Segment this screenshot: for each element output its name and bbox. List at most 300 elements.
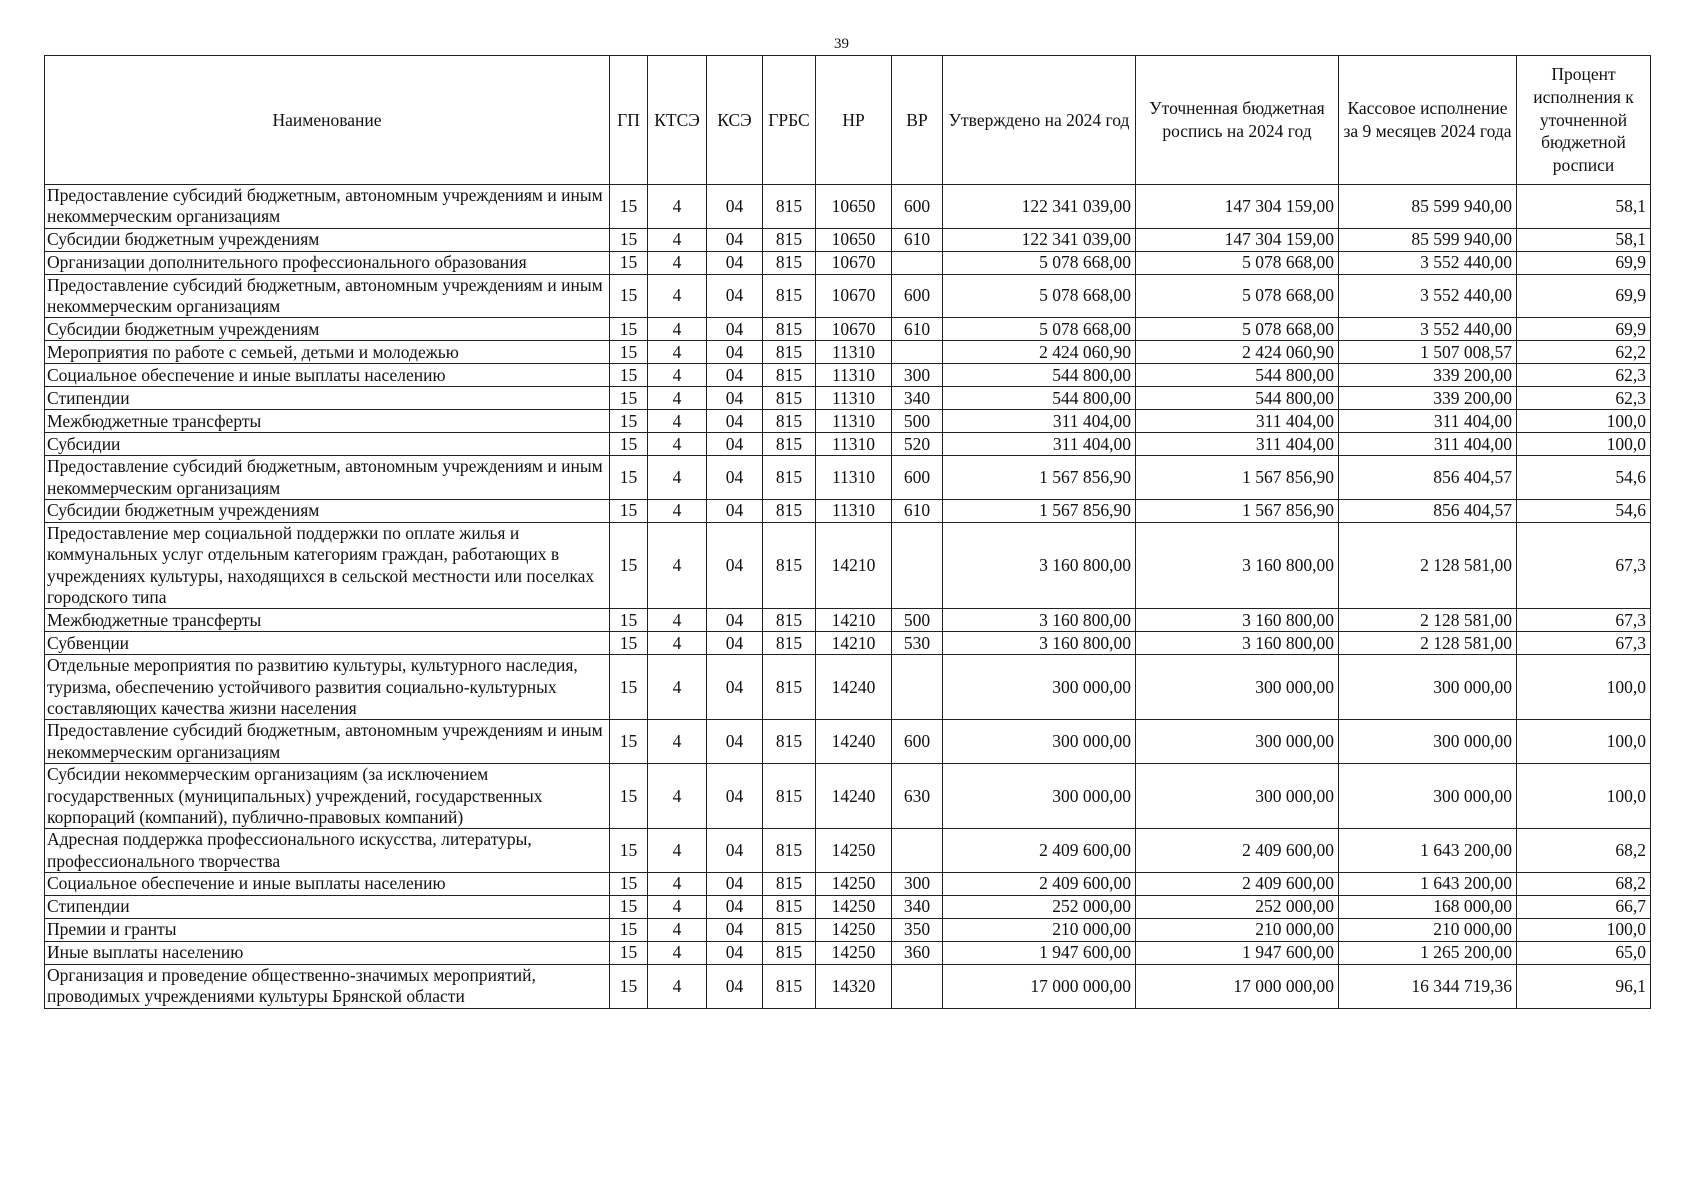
cell-vr: 500 [892,410,943,433]
cell-percent: 62,3 [1517,364,1651,387]
column-header-executed: Кассовое исполнение за 9 месяцев 2024 года [1339,56,1517,185]
table-row [45,941,1651,964]
table-body [45,185,1651,1009]
cell-percent: 67,3 [1517,609,1651,632]
cell-name: Предоставление субсидий бюджетным, автономным учреждениям и иным некоммерческим организациям [45,274,610,318]
cell-vr: 600 [892,185,943,229]
cell-nr: 14320 [816,964,892,1008]
cell-name: Иные выплаты населению [45,941,610,964]
cell-approved: 122 341 039,00 [943,185,1136,229]
cell-percent: 96,1 [1517,964,1651,1008]
cell-executed: 1 507 008,57 [1339,341,1517,364]
cell-percent: 58,1 [1517,228,1651,251]
cell-percent: 54,6 [1517,500,1651,523]
column-header-nr: НР [816,56,892,185]
cell-gp: 15 [610,185,648,229]
cell-name: Предоставление субсидий бюджетным, автономным учреждениям и иным некоммерческим организациям [45,185,610,229]
cell-executed: 210 000,00 [1339,918,1517,941]
cell-grbs: 815 [763,456,816,500]
budget-table [44,55,1651,1009]
cell-gp: 15 [610,609,648,632]
column-header-gp: ГП [610,56,648,185]
cell-percent: 58,1 [1517,185,1651,229]
cell-name: Предоставление мер социальной поддержки по оплате жилья и коммунальных услуг отдельным категориям граждан, работающих в учреждениях культуры, находящихся в сельской местности или поселках городского типа [45,523,610,609]
cell-percent: 69,9 [1517,318,1651,341]
table-row [45,764,1651,829]
cell-executed: 16 344 719,36 [1339,964,1517,1008]
cell-percent: 68,2 [1517,829,1651,873]
cell-nr: 10650 [816,185,892,229]
cell-gp: 15 [610,829,648,873]
cell-vr: 350 [892,918,943,941]
cell-vr: 300 [892,872,943,895]
cell-vr: 610 [892,318,943,341]
cell-approved: 1 567 856,90 [943,456,1136,500]
cell-percent: 68,2 [1517,872,1651,895]
cell-refined: 147 304 159,00 [1136,228,1339,251]
cell-nr: 14250 [816,829,892,873]
cell-grbs: 815 [763,318,816,341]
cell-executed: 3 552 440,00 [1339,251,1517,274]
cell-name: Предоставление субсидий бюджетным, автономным учреждениям и иным некоммерческим организациям [45,456,610,500]
cell-grbs: 815 [763,829,816,873]
cell-ktse: 4 [648,433,707,456]
cell-refined: 300 000,00 [1136,655,1339,720]
cell-ktse: 4 [648,632,707,655]
table-row [45,872,1651,895]
cell-kse: 04 [707,433,763,456]
column-header-vr: ВР [892,56,943,185]
cell-kse: 04 [707,655,763,720]
cell-approved: 2 424 060,90 [943,341,1136,364]
cell-percent: 65,0 [1517,941,1651,964]
cell-kse: 04 [707,251,763,274]
cell-executed: 85 599 940,00 [1339,185,1517,229]
cell-percent: 100,0 [1517,918,1651,941]
cell-grbs: 815 [763,364,816,387]
cell-refined: 5 078 668,00 [1136,274,1339,318]
cell-ktse: 4 [648,341,707,364]
table-row [45,632,1651,655]
table-row [45,433,1651,456]
cell-executed: 1 643 200,00 [1339,872,1517,895]
cell-kse: 04 [707,341,763,364]
cell-vr: 600 [892,274,943,318]
table-header [45,56,1651,185]
cell-gp: 15 [610,364,648,387]
cell-approved: 210 000,00 [943,918,1136,941]
cell-vr: 360 [892,941,943,964]
cell-gp: 15 [610,228,648,251]
cell-kse: 04 [707,964,763,1008]
cell-executed: 168 000,00 [1339,895,1517,918]
cell-name: Субсидии [45,433,610,456]
cell-ktse: 4 [648,364,707,387]
cell-vr: 630 [892,764,943,829]
cell-approved: 252 000,00 [943,895,1136,918]
cell-kse: 04 [707,364,763,387]
cell-name: Стипендии [45,387,610,410]
cell-approved: 5 078 668,00 [943,251,1136,274]
cell-gp: 15 [610,872,648,895]
cell-kse: 04 [707,632,763,655]
cell-approved: 544 800,00 [943,387,1136,410]
cell-name: Социальное обеспечение и иные выплаты населению [45,364,610,387]
cell-kse: 04 [707,274,763,318]
cell-name: Субсидии бюджетным учреждениям [45,500,610,523]
cell-executed: 2 128 581,00 [1339,632,1517,655]
cell-ktse: 4 [648,500,707,523]
cell-gp: 15 [610,918,648,941]
cell-percent: 67,3 [1517,632,1651,655]
cell-gp: 15 [610,895,648,918]
column-header-grbs: ГРБС [763,56,816,185]
cell-ktse: 4 [648,228,707,251]
cell-ktse: 4 [648,941,707,964]
column-header-approved: Утверждено на 2024 год [943,56,1136,185]
column-header-kse: КСЭ [707,56,763,185]
cell-vr: 600 [892,456,943,500]
cell-ktse: 4 [648,895,707,918]
table-row [45,964,1651,1008]
cell-grbs: 815 [763,387,816,410]
cell-approved: 3 160 800,00 [943,632,1136,655]
cell-vr [892,964,943,1008]
cell-grbs: 815 [763,632,816,655]
table-row [45,523,1651,609]
cell-ktse: 4 [648,410,707,433]
cell-vr: 530 [892,632,943,655]
cell-vr: 340 [892,895,943,918]
cell-ktse: 4 [648,318,707,341]
cell-approved: 300 000,00 [943,764,1136,829]
cell-kse: 04 [707,523,763,609]
cell-refined: 3 160 800,00 [1136,609,1339,632]
column-header-percent: Процент исполнения к уточненной бюджетной росписи [1517,56,1651,185]
cell-ktse: 4 [648,764,707,829]
cell-grbs: 815 [763,251,816,274]
cell-grbs: 815 [763,523,816,609]
cell-approved: 311 404,00 [943,433,1136,456]
cell-nr: 11310 [816,387,892,410]
cell-refined: 311 404,00 [1136,433,1339,456]
cell-kse: 04 [707,185,763,229]
cell-ktse: 4 [648,523,707,609]
cell-nr: 14240 [816,720,892,764]
cell-percent: 62,2 [1517,341,1651,364]
cell-grbs: 815 [763,410,816,433]
table-row [45,387,1651,410]
cell-name: Премии и гранты [45,918,610,941]
column-header-ktse: КТСЭ [648,56,707,185]
cell-gp: 15 [610,764,648,829]
cell-approved: 17 000 000,00 [943,964,1136,1008]
cell-gp: 15 [610,964,648,1008]
cell-approved: 2 409 600,00 [943,829,1136,873]
cell-ktse: 4 [648,456,707,500]
cell-refined: 5 078 668,00 [1136,318,1339,341]
cell-kse: 04 [707,829,763,873]
cell-name: Межбюджетные трансферты [45,609,610,632]
table-row [45,341,1651,364]
cell-name: Субсидии бюджетным учреждениям [45,228,610,251]
cell-name: Стипендии [45,895,610,918]
table-row [45,410,1651,433]
cell-executed: 339 200,00 [1339,364,1517,387]
cell-nr: 14250 [816,895,892,918]
cell-grbs: 815 [763,609,816,632]
cell-kse: 04 [707,918,763,941]
cell-nr: 11310 [816,433,892,456]
table-row [45,228,1651,251]
cell-grbs: 815 [763,500,816,523]
cell-grbs: 815 [763,228,816,251]
cell-executed: 300 000,00 [1339,720,1517,764]
cell-approved: 3 160 800,00 [943,523,1136,609]
cell-gp: 15 [610,632,648,655]
cell-nr: 14250 [816,941,892,964]
table-row [45,500,1651,523]
cell-refined: 210 000,00 [1136,918,1339,941]
cell-refined: 17 000 000,00 [1136,964,1339,1008]
cell-gp: 15 [610,410,648,433]
cell-ktse: 4 [648,872,707,895]
cell-gp: 15 [610,655,648,720]
cell-gp: 15 [610,387,648,410]
cell-percent: 100,0 [1517,433,1651,456]
cell-nr: 14240 [816,655,892,720]
cell-vr: 600 [892,720,943,764]
table-row [45,456,1651,500]
cell-nr: 14250 [816,918,892,941]
cell-kse: 04 [707,764,763,829]
cell-refined: 544 800,00 [1136,387,1339,410]
cell-gp: 15 [610,720,648,764]
cell-gp: 15 [610,500,648,523]
cell-refined: 2 424 060,90 [1136,341,1339,364]
cell-kse: 04 [707,941,763,964]
cell-grbs: 815 [763,895,816,918]
cell-grbs: 815 [763,872,816,895]
cell-percent: 69,9 [1517,251,1651,274]
cell-name: Предоставление субсидий бюджетным, автономным учреждениям и иным некоммерческим организациям [45,720,610,764]
cell-vr: 520 [892,433,943,456]
cell-grbs: 815 [763,918,816,941]
cell-executed: 1 643 200,00 [1339,829,1517,873]
cell-refined: 311 404,00 [1136,410,1339,433]
cell-nr: 11310 [816,364,892,387]
cell-grbs: 815 [763,341,816,364]
cell-percent: 69,9 [1517,274,1651,318]
cell-refined: 5 078 668,00 [1136,251,1339,274]
cell-name: Адресная поддержка профессионального искусства, литературы, профессионального творчества [45,829,610,873]
cell-percent: 62,3 [1517,387,1651,410]
cell-ktse: 4 [648,274,707,318]
table-row [45,185,1651,229]
cell-grbs: 815 [763,655,816,720]
cell-kse: 04 [707,228,763,251]
cell-approved: 122 341 039,00 [943,228,1136,251]
cell-approved: 2 409 600,00 [943,872,1136,895]
cell-nr: 10670 [816,318,892,341]
cell-kse: 04 [707,318,763,341]
cell-vr: 300 [892,364,943,387]
cell-approved: 300 000,00 [943,655,1136,720]
cell-approved: 5 078 668,00 [943,318,1136,341]
cell-nr: 14210 [816,632,892,655]
cell-percent: 54,6 [1517,456,1651,500]
table-row [45,274,1651,318]
cell-kse: 04 [707,500,763,523]
cell-vr: 610 [892,228,943,251]
cell-grbs: 815 [763,941,816,964]
cell-executed: 2 128 581,00 [1339,609,1517,632]
cell-refined: 3 160 800,00 [1136,523,1339,609]
cell-refined: 300 000,00 [1136,764,1339,829]
cell-grbs: 815 [763,764,816,829]
cell-approved: 3 160 800,00 [943,609,1136,632]
cell-nr: 10670 [816,274,892,318]
table-row [45,318,1651,341]
cell-nr: 14250 [816,872,892,895]
cell-vr: 500 [892,609,943,632]
cell-nr: 11310 [816,410,892,433]
cell-grbs: 815 [763,720,816,764]
cell-vr [892,829,943,873]
cell-approved: 300 000,00 [943,720,1136,764]
cell-name: Социальное обеспечение и иные выплаты населению [45,872,610,895]
cell-ktse: 4 [648,829,707,873]
cell-approved: 1 947 600,00 [943,941,1136,964]
cell-name: Субсидии некоммерческим организациям (за исключением государственных (муниципальных) учреждений, государственных корпораций (компаний), публично-правовых компаний) [45,764,610,829]
cell-executed: 856 404,57 [1339,456,1517,500]
table-row [45,364,1651,387]
page-number: 39 [834,36,849,52]
cell-executed: 3 552 440,00 [1339,274,1517,318]
cell-nr: 11310 [816,341,892,364]
cell-nr: 14210 [816,609,892,632]
cell-grbs: 815 [763,185,816,229]
cell-executed: 85 599 940,00 [1339,228,1517,251]
cell-ktse: 4 [648,918,707,941]
cell-name: Организация и проведение общественно-значимых мероприятий, проводимых учреждениями культуры Брянской области [45,964,610,1008]
cell-nr: 14210 [816,523,892,609]
column-header-refined: Уточненная бюджетная роспись на 2024 год [1136,56,1339,185]
cell-vr [892,341,943,364]
cell-vr [892,251,943,274]
cell-approved: 544 800,00 [943,364,1136,387]
cell-percent: 100,0 [1517,720,1651,764]
cell-kse: 04 [707,387,763,410]
cell-gp: 15 [610,941,648,964]
cell-executed: 311 404,00 [1339,433,1517,456]
cell-percent: 67,3 [1517,523,1651,609]
table-row [45,720,1651,764]
cell-executed: 856 404,57 [1339,500,1517,523]
table-row [45,609,1651,632]
cell-executed: 311 404,00 [1339,410,1517,433]
cell-nr: 10670 [816,251,892,274]
cell-approved: 5 078 668,00 [943,274,1136,318]
cell-gp: 15 [610,433,648,456]
cell-refined: 147 304 159,00 [1136,185,1339,229]
cell-name: Организации дополнительного профессионального образования [45,251,610,274]
cell-refined: 1 947 600,00 [1136,941,1339,964]
cell-gp: 15 [610,274,648,318]
cell-refined: 252 000,00 [1136,895,1339,918]
cell-percent: 66,7 [1517,895,1651,918]
cell-nr: 10650 [816,228,892,251]
cell-executed: 3 552 440,00 [1339,318,1517,341]
cell-refined: 3 160 800,00 [1136,632,1339,655]
cell-grbs: 815 [763,433,816,456]
cell-nr: 11310 [816,500,892,523]
header-row [45,56,1651,185]
cell-vr [892,523,943,609]
cell-nr: 11310 [816,456,892,500]
table-row [45,918,1651,941]
cell-executed: 1 265 200,00 [1339,941,1517,964]
cell-gp: 15 [610,523,648,609]
cell-gp: 15 [610,456,648,500]
cell-refined: 1 567 856,90 [1136,456,1339,500]
table-row [45,895,1651,918]
cell-approved: 1 567 856,90 [943,500,1136,523]
cell-refined: 2 409 600,00 [1136,872,1339,895]
cell-nr: 14240 [816,764,892,829]
cell-kse: 04 [707,872,763,895]
cell-name: Субсидии бюджетным учреждениям [45,318,610,341]
table-row [45,655,1651,720]
cell-executed: 300 000,00 [1339,764,1517,829]
cell-grbs: 815 [763,964,816,1008]
cell-gp: 15 [610,251,648,274]
cell-executed: 300 000,00 [1339,655,1517,720]
cell-name: Отдельные мероприятия по развитию культуры, культурного наследия, туризма, обеспечению устойчивого развития социально-культурных составляющих качества жизни населения [45,655,610,720]
cell-ktse: 4 [648,964,707,1008]
cell-ktse: 4 [648,720,707,764]
cell-kse: 04 [707,456,763,500]
cell-vr: 610 [892,500,943,523]
cell-executed: 2 128 581,00 [1339,523,1517,609]
cell-vr: 340 [892,387,943,410]
cell-gp: 15 [610,318,648,341]
cell-refined: 300 000,00 [1136,720,1339,764]
cell-executed: 339 200,00 [1339,387,1517,410]
cell-approved: 311 404,00 [943,410,1136,433]
cell-kse: 04 [707,609,763,632]
cell-name: Субвенции [45,632,610,655]
cell-ktse: 4 [648,655,707,720]
cell-ktse: 4 [648,387,707,410]
cell-kse: 04 [707,410,763,433]
cell-kse: 04 [707,720,763,764]
cell-percent: 100,0 [1517,410,1651,433]
cell-refined: 544 800,00 [1136,364,1339,387]
cell-vr [892,655,943,720]
table-row [45,251,1651,274]
cell-percent: 100,0 [1517,764,1651,829]
cell-grbs: 815 [763,274,816,318]
cell-gp: 15 [610,341,648,364]
cell-ktse: 4 [648,251,707,274]
cell-ktse: 4 [648,185,707,229]
cell-percent: 100,0 [1517,655,1651,720]
cell-ktse: 4 [648,609,707,632]
table-row [45,829,1651,873]
cell-kse: 04 [707,895,763,918]
cell-name: Мероприятия по работе с семьей, детьми и молодежью [45,341,610,364]
